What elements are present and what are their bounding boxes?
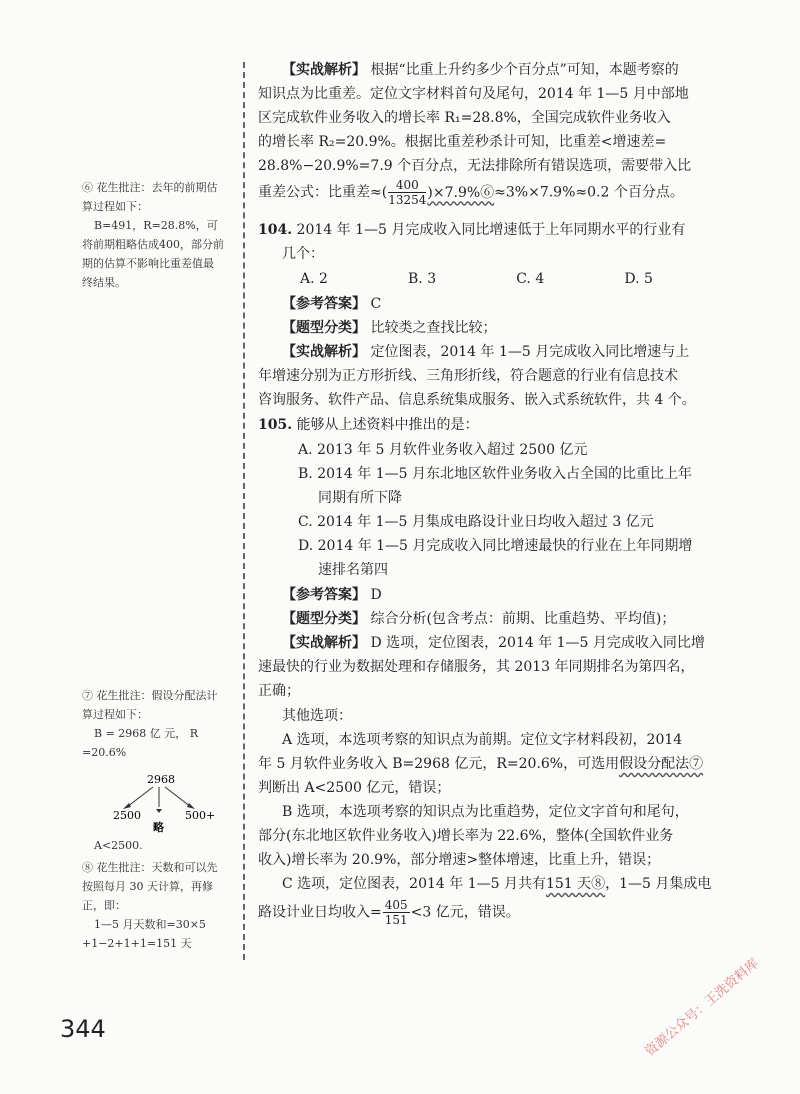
tree-left-value: 2500 [113, 809, 141, 822]
page-number: 344 [60, 1015, 106, 1043]
section-tag: 【参考答案】 [282, 296, 366, 312]
paragraph-line: 部分(东北地区软件业务收入)增长率为 22.6%，整体(全国软件业务 [258, 828, 674, 844]
paragraph-line: 年增速分别为正方形折线、三角形折线，符合题意的行业有信息技术 [258, 368, 678, 384]
section-tag: 【实战解析】 [282, 635, 366, 651]
wavy-term: 假设分配法⑦ [619, 756, 704, 772]
note-line: ⑥ 花生批注：去年的前期估 [82, 181, 218, 194]
arrowhead [156, 809, 162, 813]
side-note-7 [82, 686, 237, 762]
note-line: 将前期粗略估成400，部分前 [82, 238, 224, 251]
paragraph-line: 其他选项： [282, 708, 352, 724]
wavy-term: 151 天⑧ [545, 876, 606, 892]
question-number: 104. [258, 222, 293, 238]
text: ≈3%×7.9%≈0.2 个百分点。 [494, 184, 684, 201]
paragraph-line: 判断出 A<2500 亿元，错误； [258, 780, 451, 796]
note-line: 算过程如下： [82, 200, 148, 213]
text: )×7.9%⑥ [427, 184, 495, 201]
text: 2014 年 1—5 月完成收入同比增速低于上年同期水平的行业有 [292, 222, 686, 238]
section-tag: 【参考答案】 [282, 587, 366, 603]
tree-top-value: 2968 [147, 773, 175, 786]
paragraph-line: 速最快的行业为数据处理和存储服务，其 2013 年同期排名为第四名， [258, 659, 695, 675]
paragraph-line: 咨询服务、软件产品、信息系统集成服务、嵌入式系统软件，共 4 个。 [258, 392, 696, 408]
answer-line [282, 583, 382, 607]
tree-branch-left [127, 787, 153, 807]
note-line: 按照每月 30 天计算，再修 [82, 880, 213, 893]
text: ，1—5 月集成电 [605, 876, 712, 892]
type-line [282, 607, 675, 631]
note-line: A<2500. [94, 839, 143, 852]
text: 定位图表，2014 年 1—5 月完成收入同比增速与上 [366, 344, 690, 360]
text: <3 亿元，错误。 [410, 904, 520, 921]
text: 年 5 月软件业务收入 B=2968 亿元，R=20.6%，可选用 [258, 756, 620, 772]
fraction [383, 898, 410, 927]
text: 重差公式：比重差≈( [258, 184, 388, 201]
fraction-numerator: 405 [384, 898, 408, 912]
fraction-denominator: 151 [384, 913, 408, 927]
note-line: B = 2968 亿 元， R [94, 727, 199, 740]
option-b-cont: 同期有所下降 [318, 490, 402, 506]
paragraph-line [258, 178, 684, 207]
option-d-cont: 速排名第四 [318, 562, 388, 578]
note-line: =20.6% [82, 746, 127, 759]
text: C 选项，定位图表，2014 年 1—5 月共有 [282, 876, 546, 892]
analysis-line [282, 631, 705, 655]
side-note-8 [82, 858, 237, 953]
text: D 选项，定位图表，2014 年 1—5 月完成收入同比增 [366, 635, 705, 651]
question-104 [258, 218, 685, 242]
paragraph-line: A 选项，本选项考察的知识点为前期。定位文字材料段初，2014 [282, 732, 683, 748]
note-line: 算过程如下： [82, 708, 148, 721]
fraction-denominator: 13254 [388, 193, 427, 207]
side-note-7-result [82, 836, 237, 855]
tree-mid-label: 略 [153, 821, 164, 834]
wavy-formula [387, 178, 495, 207]
section-tag: 【题型分类】 [282, 611, 366, 627]
tree-right-value: 500+ [185, 809, 216, 822]
paragraph-line: B 选项，本选项考察的知识点为比重趋势，定位文字首句和尾句， [282, 804, 689, 820]
column-divider [243, 62, 245, 960]
section-tag: 【实战解析】 [282, 344, 366, 360]
text: 路设计业日均收入= [258, 904, 382, 921]
option-a: A. 2013 年 5 月软件业务收入超过 2500 亿元 [298, 442, 588, 458]
question-number: 105. [258, 417, 293, 433]
paragraph-line: 几个： [282, 246, 324, 262]
paragraph-line [258, 752, 703, 776]
note-line: 1—5 月天数和=30×5 [94, 918, 206, 931]
section-tag: 【实战解析】 [282, 62, 366, 78]
watermark: 资源公众号：王洗资料库 [642, 956, 762, 1060]
answer-line [282, 292, 381, 316]
option-d: D. 2014 年 1—5 月完成收入同比增速最快的行业在上年同期增 [298, 538, 693, 554]
note-line: 正，即： [82, 899, 126, 912]
paragraph-line: 的增长率 R₂=20.9%。根据比重差秒杀计可知，比重差<增速差= [258, 134, 667, 150]
option-b: B. 2014 年 1—5 月东北地区软件业务收入占全国的比重比上年 [298, 466, 692, 482]
note-line: 期的估算不影响比重差值最 [82, 257, 214, 270]
type-line [282, 316, 496, 340]
fraction-numerator: 400 [388, 178, 426, 193]
paragraph-line [282, 58, 679, 82]
analysis-line [282, 340, 689, 364]
allocation-tree-diagram [95, 773, 225, 835]
side-note-6 [82, 178, 237, 292]
question-105 [258, 413, 479, 437]
paragraph-line: 区完成软件业务收入的增长率 R₁=28.8%，全国完成软件业务收入 [258, 110, 671, 126]
text: 能够从上述资料中推出的是： [292, 417, 479, 433]
note-line: +1−2+1+1=151 天 [82, 937, 192, 950]
text: 比较类之查找比较； [366, 320, 497, 336]
section-tag: 【题型分类】 [282, 320, 366, 336]
answer-value: C [366, 296, 382, 312]
paragraph-line: 28.8%−20.9%=7.9 个百分点，无法排除所有错误选项，需要带入比 [258, 158, 692, 174]
paragraph-line: 知识点为比重差。定位文字材料首句及尾句，2014 年 1—5 月中部地 [258, 86, 689, 102]
text: 根据“比重上升约多少个百分点”可知，本题考察的 [366, 62, 679, 78]
question-options: A. 2 B. 3 C. 4 D. 5 [300, 271, 653, 287]
text: 综合分析(包含考点：前期、比重趋势、平均值)； [366, 611, 676, 627]
note-line: ⑧ 花生批注：天数和可以先 [82, 861, 218, 874]
paragraph-line: 收入)增长率为 20.9%，部分增速>整体增速，比重上升，错误； [258, 852, 661, 868]
note-line: ⑦ 花生批注：假设分配法计 [82, 689, 218, 702]
paragraph-line [258, 898, 520, 927]
paragraph-line [282, 872, 711, 896]
note-line: 终结果。 [82, 276, 126, 289]
answer-value: D [366, 587, 382, 603]
fraction [388, 178, 426, 207]
tree-branch-right [165, 787, 191, 807]
paragraph-line: 正确； [258, 683, 300, 699]
note-line: B=491，R=28.8%，可 [94, 219, 218, 232]
option-c: C. 2014 年 1—5 月集成电路设计业日均收入超过 3 亿元 [298, 514, 654, 530]
